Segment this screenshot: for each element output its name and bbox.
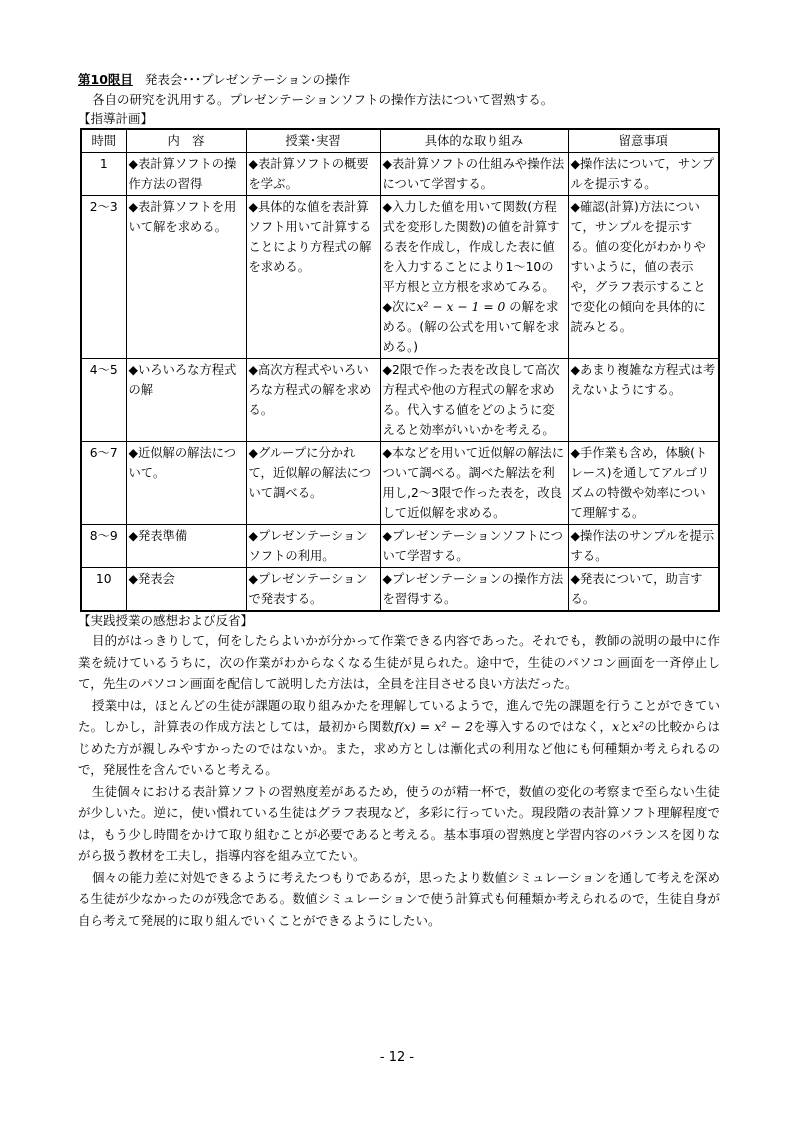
- cell-practice: ◆プレゼンテーションで発表する。: [246, 568, 380, 612]
- intro-text: 各自の研究を汎用する。プレゼンテーションソフトの操作方法について習熟する。: [92, 92, 554, 107]
- cell-activity: ◆プレゼンテーションの操作方法を習得する。: [380, 568, 568, 612]
- cell-content: ◆表計算ソフトの操作方法の習得: [126, 153, 246, 196]
- header-content: 内 容: [126, 129, 246, 153]
- cell-activity: ◆2限で作った表を改良して高次方程式や他の方程式の解を求める。代入する値をどのように変えると効率がいいかを考える。: [380, 359, 568, 442]
- table-header-row: [81, 129, 719, 153]
- cell-time: 10: [81, 568, 126, 612]
- activity-suffix: の解を求める。(解の公式を用いて解を求める。): [382, 300, 560, 354]
- table-row: [81, 196, 719, 359]
- cell-content: ◆いろいろな方程式の解: [126, 359, 246, 442]
- cell-activity: ◆本などを用いて近似解の解法について調べる。調べた解法を利用し,2～3限で作った表を，改良して近似解を求める。: [380, 442, 568, 525]
- activity-prefix: ◆次に: [382, 300, 417, 314]
- table-row: [81, 442, 719, 525]
- cell-practice: ◆表計算ソフトの概要を学ぶ。: [246, 153, 380, 196]
- cell-content: ◆近似解の解法について。: [126, 442, 246, 525]
- function-formula: f(x) = x² − 2: [394, 719, 474, 734]
- heading-title: 発表会･･･プレゼンテーションの操作: [144, 72, 351, 87]
- var-x: x: [612, 719, 620, 734]
- cell-notes: ◆操作法について，サンプルを提示する。: [568, 153, 719, 196]
- cell-time: 1: [81, 153, 126, 196]
- p2-text-a: 授業中は，ほとんどの生徒が課題の取り組みかたを理解しているようで，進んで先の課題を行うことができていた。しかし，計算表の作成方法としては，最初から関数: [78, 697, 720, 734]
- var-x-squared: x²: [632, 719, 645, 734]
- cell-activity: ◆表計算ソフトの仕組みや操作法について学習する。: [380, 153, 568, 196]
- table-row: [81, 153, 719, 196]
- activity-text-2: [383, 297, 566, 357]
- header-time: 時間: [81, 129, 126, 153]
- reflection-label: 【実践授業の感想および反省】: [78, 613, 254, 628]
- cell-time: 6～7: [81, 442, 126, 525]
- header-activity: 具体的な取り組み: [380, 129, 568, 153]
- reflection-body: [78, 630, 720, 931]
- cell-notes: ◆操作法のサンプルを提示する。: [568, 525, 719, 568]
- cell-practice: ◆プレゼンテーションソフトの利用。: [246, 525, 380, 568]
- table-row: [81, 525, 719, 568]
- cell-notes: ◆あまり複雑な方程式は考えないようにする。: [568, 359, 719, 442]
- section-heading: [78, 70, 720, 90]
- header-practice: 授業･実習: [246, 129, 380, 153]
- cell-notes: ◆確認(計算)方法について，サンプルを提示する。値の変化がわかりやすいように，値の表示や，グラフ表示することで変化の傾向を具体的に読みとる。: [568, 196, 719, 359]
- equation-formula: x² − x − 1 = 0: [416, 300, 506, 314]
- cell-activity: ◆プレゼンテーションソフトについて学習する。: [380, 525, 568, 568]
- reflection-paragraph-4: 個々の能力差に対処できるように考えたつもりであるが，思ったより数値シミュレーションを通して考えを深める生徒が少なかったのが残念である。数値シミュレーションで使う計算式も何種類か考えられるので，生徒自身が自ら考えて発展的に取り組んでいくことができるようにしたい。: [78, 869, 720, 928]
- reflection-paragraph-2: [78, 695, 720, 781]
- cell-content: ◆発表準備: [126, 525, 246, 568]
- reflection-paragraph-3: 生徒個々における表計算ソフトの習熟度差があるため，使うのが精一杯で，数値の変化の考察まで至らない生徒が少しいた。逆に，使い慣れている生徒はグラフ表現など，多彩に行っていた。現段階の表計算ソフト理解程度では，もう少し時間をかけて取り組むことが必要であると考える。基本事項の習熟度と学習内容のバランスを図りながら扱う教材を工夫し，指導内容を組み立てたい。: [78, 783, 720, 863]
- p2-text-c: の比較からはじめた方が親しみやすかったのではないか。また，求め方としは漸化式の利用など他にも何種類か考えられるので，発展性を含んでいると考える。: [78, 719, 720, 777]
- table-row: [81, 568, 719, 612]
- cell-time: 8～9: [81, 525, 126, 568]
- page-content: [78, 70, 720, 931]
- cell-notes: ◆手作業も含め，体験(トレース)を通してアルゴリズムの特徴や効率について理解する。: [568, 442, 719, 525]
- cell-practice: ◆具体的な値を表計算ソフト用いて計算することにより方程式の解を求める。: [246, 196, 380, 359]
- cell-practice: ◆高次方程式やいろいろな方程式の解を求める。: [246, 359, 380, 442]
- cell-time: 2～3: [81, 196, 126, 359]
- cell-time: 4～5: [81, 359, 126, 442]
- plan-label: 【指導計画】: [78, 111, 154, 126]
- heading-label: 第10限目: [78, 72, 133, 87]
- activity-text: ◆入力した値を用いて関数(方程式を変形した関数)の値を計算する表を作成し，作成した表に値を入力することにより1～10の平方根と立方根を求めてみる。: [382, 200, 560, 294]
- cell-notes: ◆発表について，助言する。: [568, 568, 719, 612]
- cell-content: ◆表計算ソフトを用いて解を求める。: [126, 196, 246, 359]
- p2-text-b: を導入するのではなく，: [473, 719, 613, 734]
- cell-activity: [380, 196, 568, 359]
- cell-practice: ◆グループに分かれて，近似解の解法について調べる。: [246, 442, 380, 525]
- cell-content: ◆発表会: [126, 568, 246, 612]
- plan-table: [80, 128, 720, 612]
- page-number: - 12 -: [379, 1050, 415, 1065]
- p2-and: と: [619, 719, 632, 734]
- header-notes: 留意事項: [568, 129, 719, 153]
- table-row: [81, 359, 719, 442]
- reflection-paragraph-1: 目的がはっきりして，何をしたらよいかが分かって作業できる内容であった。それでも，教師の説明の最中に作業を続けているうちに，次の作業がわからなくなる生徒が見られた。途中で，生徒のパソコン画面を一斉停止して，先生のパソコン画面を配信して説明した方法は，全員を注目させる良い方法だった。: [78, 633, 720, 691]
